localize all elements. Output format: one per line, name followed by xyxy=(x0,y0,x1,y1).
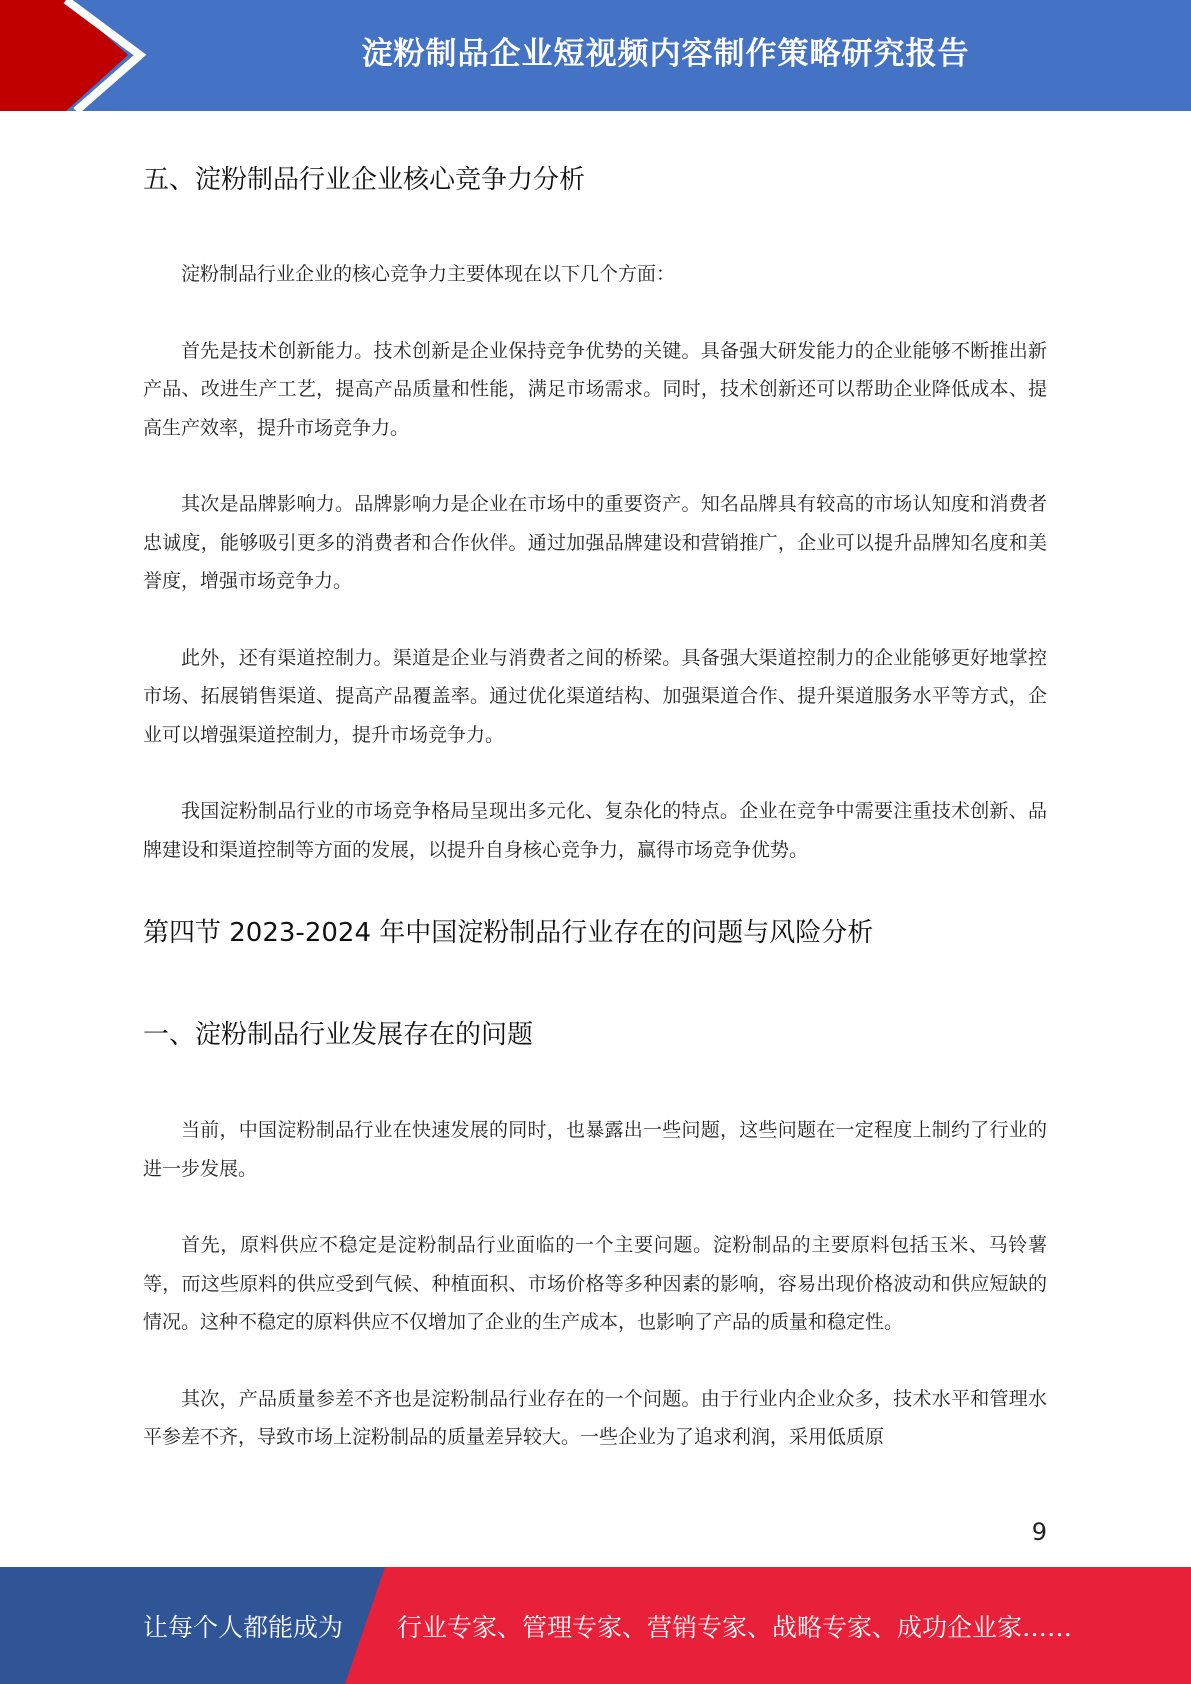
paragraph-summary: 我国淀粉制品行业的市场竞争格局呈现出多元化、复杂化的特点。企业在竞争中需要注重技术创新、品牌建设和渠道控制等方面的发展，以提升自身核心竞争力，赢得市场竞争优势。 xyxy=(143,800,1047,861)
section-four-heading: 第四节 2023-2024 年中国淀粉制品行业存在的问题与风险分析 xyxy=(143,918,874,948)
paragraph-brand-influence: 其次是品牌影响力。品牌影响力是企业在市场中的重要资产。知名品牌具有较高的市场认知度和消费者忠诚度，能够吸引更多的消费者和合作伙伴。通过加强品牌建设和营销推广，企业可以提升品牌知名度和美誉度，增强市场竞争力。 xyxy=(143,493,1047,592)
section-five-heading: 五、淀粉制品行业企业核心竞争力分析 xyxy=(143,165,586,195)
paragraph-intro: 淀粉制品行业企业的核心竞争力主要体现在以下几个方面： xyxy=(181,263,676,285)
footer-slogan-left: 让每个人都能成为 xyxy=(143,1612,344,1642)
paragraph-channel-control: 此外，还有渠道控制力。渠道是企业与消费者之间的桥梁。具备强大渠道控制力的企业能够更好地掌控市场、拓展销售渠道、提高产品覆盖率。通过优化渠道结构、加强渠道合作、提升渠道服务水平等方式，企业可以增强渠道控制力，提升市场竞争力。 xyxy=(143,646,1047,746)
paragraph-product-quality: 其次，产品质量参差不齐也是淀粉制品行业存在的一个问题。由于行业内企业众多，技术水平和管理水平参差不齐，导致市场上淀粉制品的质量差异较大。一些企业为了追求利润，采用低质原 xyxy=(143,1387,1047,1448)
page-number: 9 xyxy=(1031,1518,1047,1546)
header-arrow-decoration xyxy=(0,0,160,111)
report-title: 淀粉制品企业短视频内容制作策略研究报告 xyxy=(361,35,970,72)
footer-slogan-right: 行业专家、管理专家、营销专家、战略专家、成功企业家…… xyxy=(397,1612,1073,1642)
section-one-heading: 一、淀粉制品行业发展存在的问题 xyxy=(143,1020,534,1050)
header-banner xyxy=(0,0,1191,111)
paragraph-raw-material: 首先，原料供应不稳定是淀粉制品行业面临的一个主要问题。淀粉制品的主要原料包括玉米、马铃薯等，而这些原料的供应受到气候、种植面积、市场价格等多种因素的影响，容易出现价格波动和供应短缺的情况。这种不稳定的原料供应不仅增加了企业的生产成本，也影响了产品的质量和稳定性。 xyxy=(143,1234,1047,1333)
paragraph-current-issues: 当前，中国淀粉制品行业在快速发展的同时，也暴露出一些问题，这些问题在一定程度上制约了行业的进一步发展。 xyxy=(143,1119,1047,1180)
footer-banner xyxy=(0,1567,1191,1684)
paragraph-tech-innovation: 首先是技术创新能力。技术创新是企业保持竞争优势的关键。具备强大研发能力的企业能够不断推出新产品、改进生产工艺，提高产品质量和性能，满足市场需求。同时，技术创新还可以帮助企业降低成本、提高生产效率，提升市场竞争力。 xyxy=(143,339,1047,439)
document-body xyxy=(143,160,1047,1457)
